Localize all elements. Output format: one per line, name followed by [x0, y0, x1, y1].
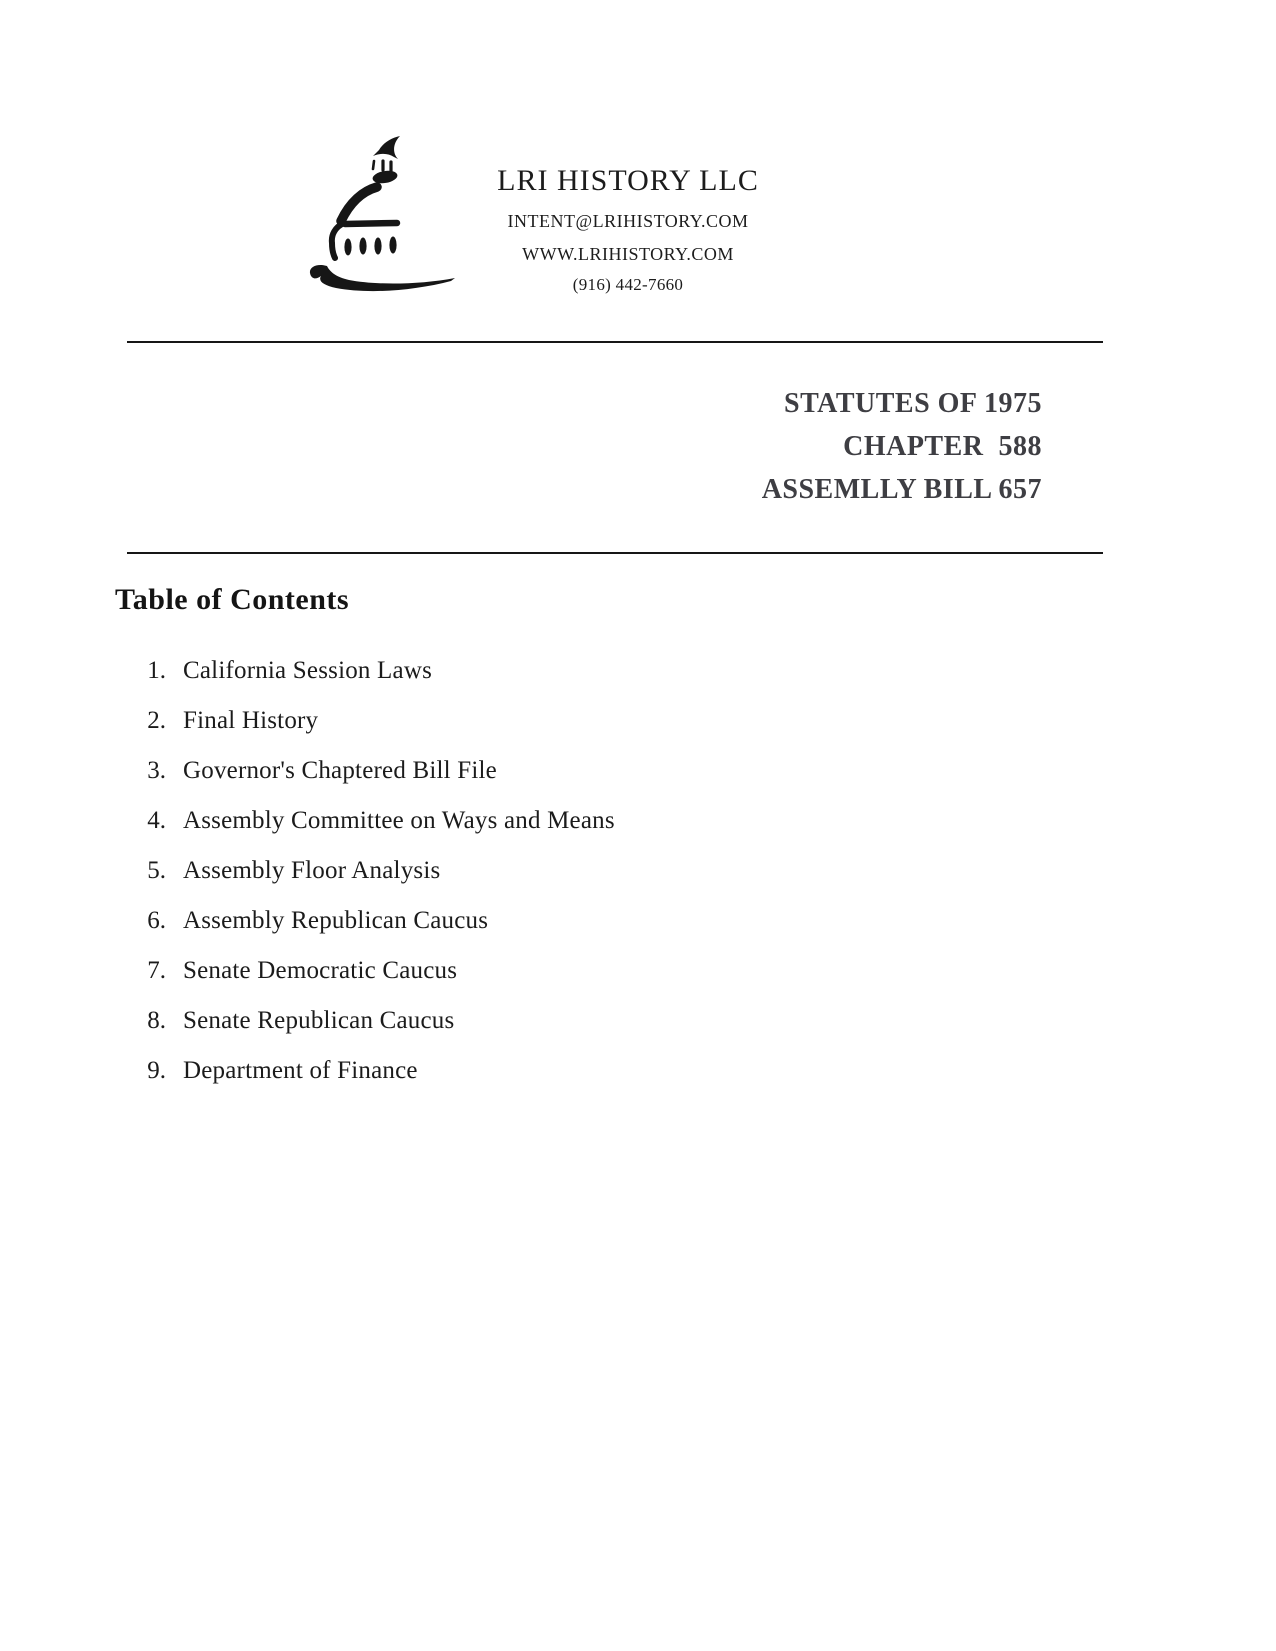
toc-item-label: Assembly Committee on Ways and Means [183, 807, 615, 834]
toc-item-label: California Session Laws [183, 657, 433, 684]
toc-item-label: Governor's Chaptered Bill File [183, 757, 497, 784]
toc-item-label: Assembly Republican Caucus [183, 907, 489, 934]
toc-item-number: 1. [147, 657, 166, 684]
toc-item-label: Assembly Floor Analysis [183, 857, 441, 884]
title-block [762, 382, 1042, 511]
company-phone: (916) 442-7660 [572, 275, 684, 294]
toc-row [116, 946, 1016, 996]
toc-item-number: 5. [147, 857, 166, 884]
toc-row [116, 796, 1016, 846]
toc-row [116, 746, 1016, 796]
toc-item-number: 4. [147, 807, 166, 834]
toc-row [116, 1046, 1016, 1096]
toc-item-label: Department of Finance [183, 1057, 418, 1084]
toc-row [116, 696, 1016, 746]
toc-item-number: 3. [147, 757, 166, 784]
toc-item-label: Final History [183, 707, 319, 734]
toc-row [116, 646, 1016, 696]
horizontal-rule-bottom [127, 552, 1103, 554]
org-contact-block [428, 166, 828, 293]
toc-row [116, 896, 1016, 946]
toc-list [116, 646, 1016, 1096]
toc-heading: Table of Contents [115, 583, 350, 616]
toc-row [116, 996, 1016, 1046]
horizontal-rule-top [127, 341, 1103, 343]
title-line-statutes: STATUTES OF 1975 [784, 388, 1042, 419]
toc-item-label: Senate Democratic Caucus [183, 957, 458, 984]
title-line-chapter: CHAPTER 588 [843, 431, 1042, 462]
toc-item-number: 6. [147, 907, 166, 934]
company-name: LRI HISTORY LLC [497, 164, 759, 197]
company-website: WWW.LRIHISTORY.COM [522, 244, 734, 264]
toc-item-number: 8. [147, 1007, 166, 1034]
toc-item-number: 9. [147, 1057, 166, 1084]
toc-item-number: 7. [147, 957, 166, 984]
title-line-bill: ASSEMLLY BILL 657 [761, 474, 1042, 505]
toc-row [116, 846, 1016, 896]
toc-item-label: Senate Republican Caucus [183, 1007, 455, 1034]
company-email: INTENT@LRIHISTORY.COM [507, 211, 749, 231]
toc-item-number: 2. [147, 707, 166, 734]
